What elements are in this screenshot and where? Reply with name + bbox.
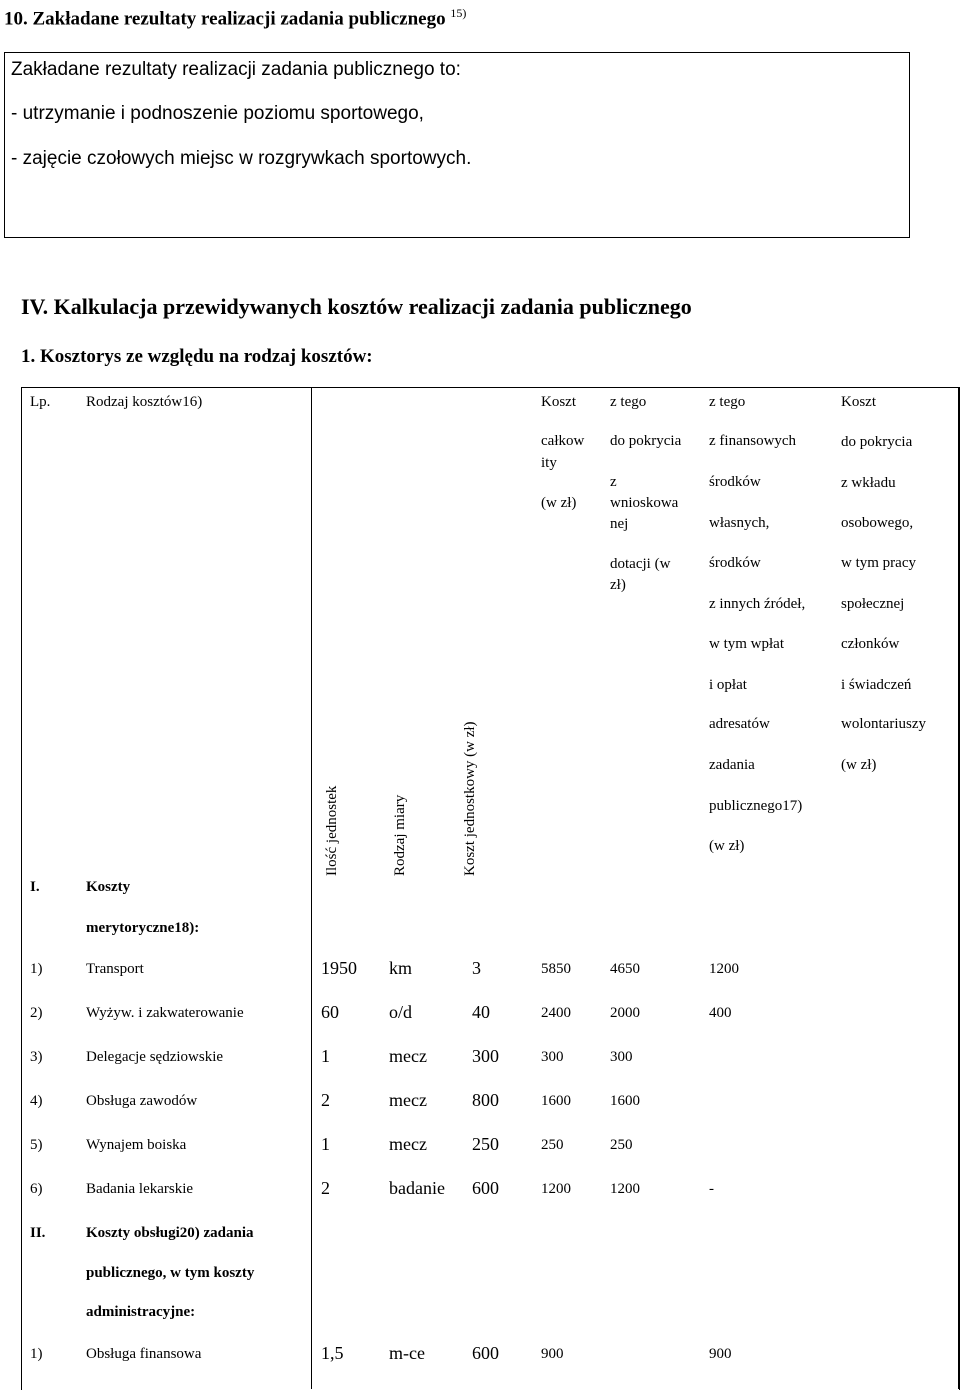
results-box — [4, 52, 910, 238]
table-cell-name: Delegacje sędziowskie — [86, 1049, 224, 1065]
table-cell-unit_cost: 800 — [472, 1090, 499, 1110]
table-cell-own: 1200 — [709, 961, 739, 977]
table-cell-qty: 1950 — [321, 958, 357, 978]
results-line-2: - utrzymanie i podnoszenie poziomu sportowego, — [11, 103, 424, 124]
table-cell-name: Obsługa zawodów — [86, 1093, 198, 1109]
table-cell-unit_cost: 3 — [472, 958, 481, 978]
header-inkind-7: członków — [841, 636, 900, 652]
header-unit-cost: Koszt jednostkowy (w zł) — [462, 721, 478, 876]
section-10-title — [4, 6, 466, 30]
header-grant-7: zł) — [610, 577, 626, 593]
header-grant-6: dotacji (w — [610, 556, 671, 572]
header-own-4: własnych, — [709, 515, 770, 531]
table-cell-lp: 1) — [30, 961, 43, 977]
table-cell-name: Wynajem boiska — [86, 1137, 187, 1153]
table-cell-qty: 60 — [321, 1002, 339, 1022]
table-cell-own: 900 — [709, 1346, 732, 1362]
table-cell-qty: 1 — [321, 1046, 330, 1066]
table-cell-unit: mecz — [389, 1090, 427, 1110]
table-cell-qty: 2 — [321, 1090, 330, 1110]
table-cell-grant: 1200 — [610, 1181, 640, 1197]
header-grant-3: z — [610, 474, 617, 490]
table-cell-total: 1600 — [541, 1093, 571, 1109]
footnote-marker: 15) — [450, 6, 467, 20]
header-own-10: zadania — [709, 757, 755, 773]
table-cell-lp: 2) — [30, 1005, 43, 1021]
section-10-title-text: 10. Zakładane rezultaty realizacji zadania publicznego — [4, 8, 446, 30]
table-cell-unit: mecz — [389, 1046, 427, 1066]
table-cell-unit_cost: 600 — [472, 1343, 499, 1363]
table-cell-total: 300 — [541, 1049, 564, 1065]
table-cell-qty: 1 — [321, 1134, 330, 1154]
table-cell-unit: badanie — [389, 1178, 445, 1198]
header-inkind-3: z wkładu — [841, 475, 896, 491]
header-unit: Rodzaj miary — [392, 794, 408, 876]
group-2-label-3: administracyjne: — [86, 1304, 196, 1320]
header-inkind-5: w tym pracy — [841, 555, 916, 571]
header-own-7: w tym wpłat — [709, 636, 784, 652]
table-cell-unit_cost: 300 — [472, 1046, 499, 1066]
group-2-label: Koszty obsługi20) zadania — [86, 1225, 254, 1241]
header-own-9: adresatów — [709, 716, 770, 732]
header-cost-type: Rodzaj kosztów16) — [86, 394, 203, 410]
group-1-number: I. — [30, 879, 40, 895]
group-2-number: II. — [30, 1225, 46, 1241]
table-divider — [311, 387, 312, 1389]
table-cell-name: Wyżyw. i zakwaterowanie — [86, 1005, 244, 1021]
table-cell-name: Transport — [86, 961, 144, 977]
table-cell-lp: 5) — [30, 1137, 43, 1153]
table-cell-grant: 250 — [610, 1137, 633, 1153]
table-cell-qty: 1,5 — [321, 1343, 344, 1363]
section-4-title: IV. Kalkulacja przewidywanych kosztów realizacji zadania publicznego — [21, 294, 692, 319]
table-cell-lp: 1) — [30, 1346, 43, 1362]
header-own-3: środków — [709, 474, 761, 490]
header-grant-5: nej — [610, 516, 629, 532]
table-cell-unit_cost: 40 — [472, 1002, 490, 1022]
header-total-cost-4: (w zł) — [541, 495, 577, 511]
table-cell-total: 900 — [541, 1346, 564, 1362]
table-cell-total: 2400 — [541, 1005, 571, 1021]
table-cell-total: 1200 — [541, 1181, 571, 1197]
table-cell-grant: 1600 — [610, 1093, 640, 1109]
table-cell-total: 5850 — [541, 961, 571, 977]
header-total-cost-3: ity — [541, 455, 557, 471]
table-cell-qty: 2 — [321, 1178, 330, 1198]
table-cell-total: 250 — [541, 1137, 564, 1153]
header-own-11: publicznego17) — [709, 798, 803, 814]
table-cell-own: 400 — [709, 1005, 732, 1021]
header-inkind-4: osobowego, — [841, 515, 914, 531]
header-own-12: (w zł) — [709, 838, 745, 854]
header-total-cost-2: całkow — [541, 433, 585, 449]
table-cell-unit: m-ce — [389, 1343, 425, 1363]
header-total-cost-1: Koszt — [541, 394, 576, 410]
header-inkind-9: wolontariuszy — [841, 716, 926, 732]
table-cell-name: Badania lekarskie — [86, 1181, 194, 1197]
header-own-2: z finansowych — [709, 433, 797, 449]
header-grant-1: z tego — [610, 394, 647, 410]
header-inkind-10: (w zł) — [841, 757, 877, 773]
table-divider — [958, 387, 959, 1389]
table-cell-name: Obsługa finansowa — [86, 1346, 202, 1362]
table-cell-grant: 4650 — [610, 961, 640, 977]
table-cell-unit: mecz — [389, 1134, 427, 1154]
table-cell-lp: 3) — [30, 1049, 43, 1065]
header-grant-2: do pokrycia — [610, 433, 682, 449]
header-own-8: i opłat — [709, 677, 747, 693]
group-1-label-2: merytoryczne18): — [86, 920, 200, 936]
header-inkind-1: Koszt — [841, 394, 876, 410]
header-inkind-2: do pokrycia — [841, 434, 913, 450]
results-line-3: - zajęcie czołowych miejsc w rozgrywkach sportowych. — [11, 148, 472, 169]
table-cell-own: - — [709, 1181, 714, 1197]
table-cell-lp: 4) — [30, 1093, 43, 1109]
group-2-label-2: publicznego, w tym koszty — [86, 1265, 255, 1281]
table-cell-unit_cost: 600 — [472, 1178, 499, 1198]
table-cell-unit: km — [389, 958, 413, 978]
header-own-1: z tego — [709, 394, 746, 410]
table-cell-unit_cost: 250 — [472, 1134, 499, 1154]
table-cell-unit: o/d — [389, 1002, 413, 1022]
results-line-1: Zakładane rezultaty realizacji zadania publicznego to: — [11, 59, 461, 80]
header-quantity: Ilość jednostek — [324, 785, 340, 876]
header-grant-4: wnioskowa — [610, 495, 679, 511]
header-own-5: środków — [709, 555, 761, 571]
header-own-6: z innych źródeł, — [709, 596, 806, 612]
header-inkind-6: społecznej — [841, 596, 905, 612]
table-cell-lp: 6) — [30, 1181, 43, 1197]
header-inkind-8: i świadczeń — [841, 677, 912, 693]
subsection-1-title: 1. Kosztorys ze względu na rodzaj kosztów: — [21, 346, 373, 367]
header-lp: Lp. — [30, 394, 51, 410]
group-1-label: Koszty — [86, 879, 131, 895]
table-cell-grant: 2000 — [610, 1005, 640, 1021]
table-cell-grant: 300 — [610, 1049, 633, 1065]
